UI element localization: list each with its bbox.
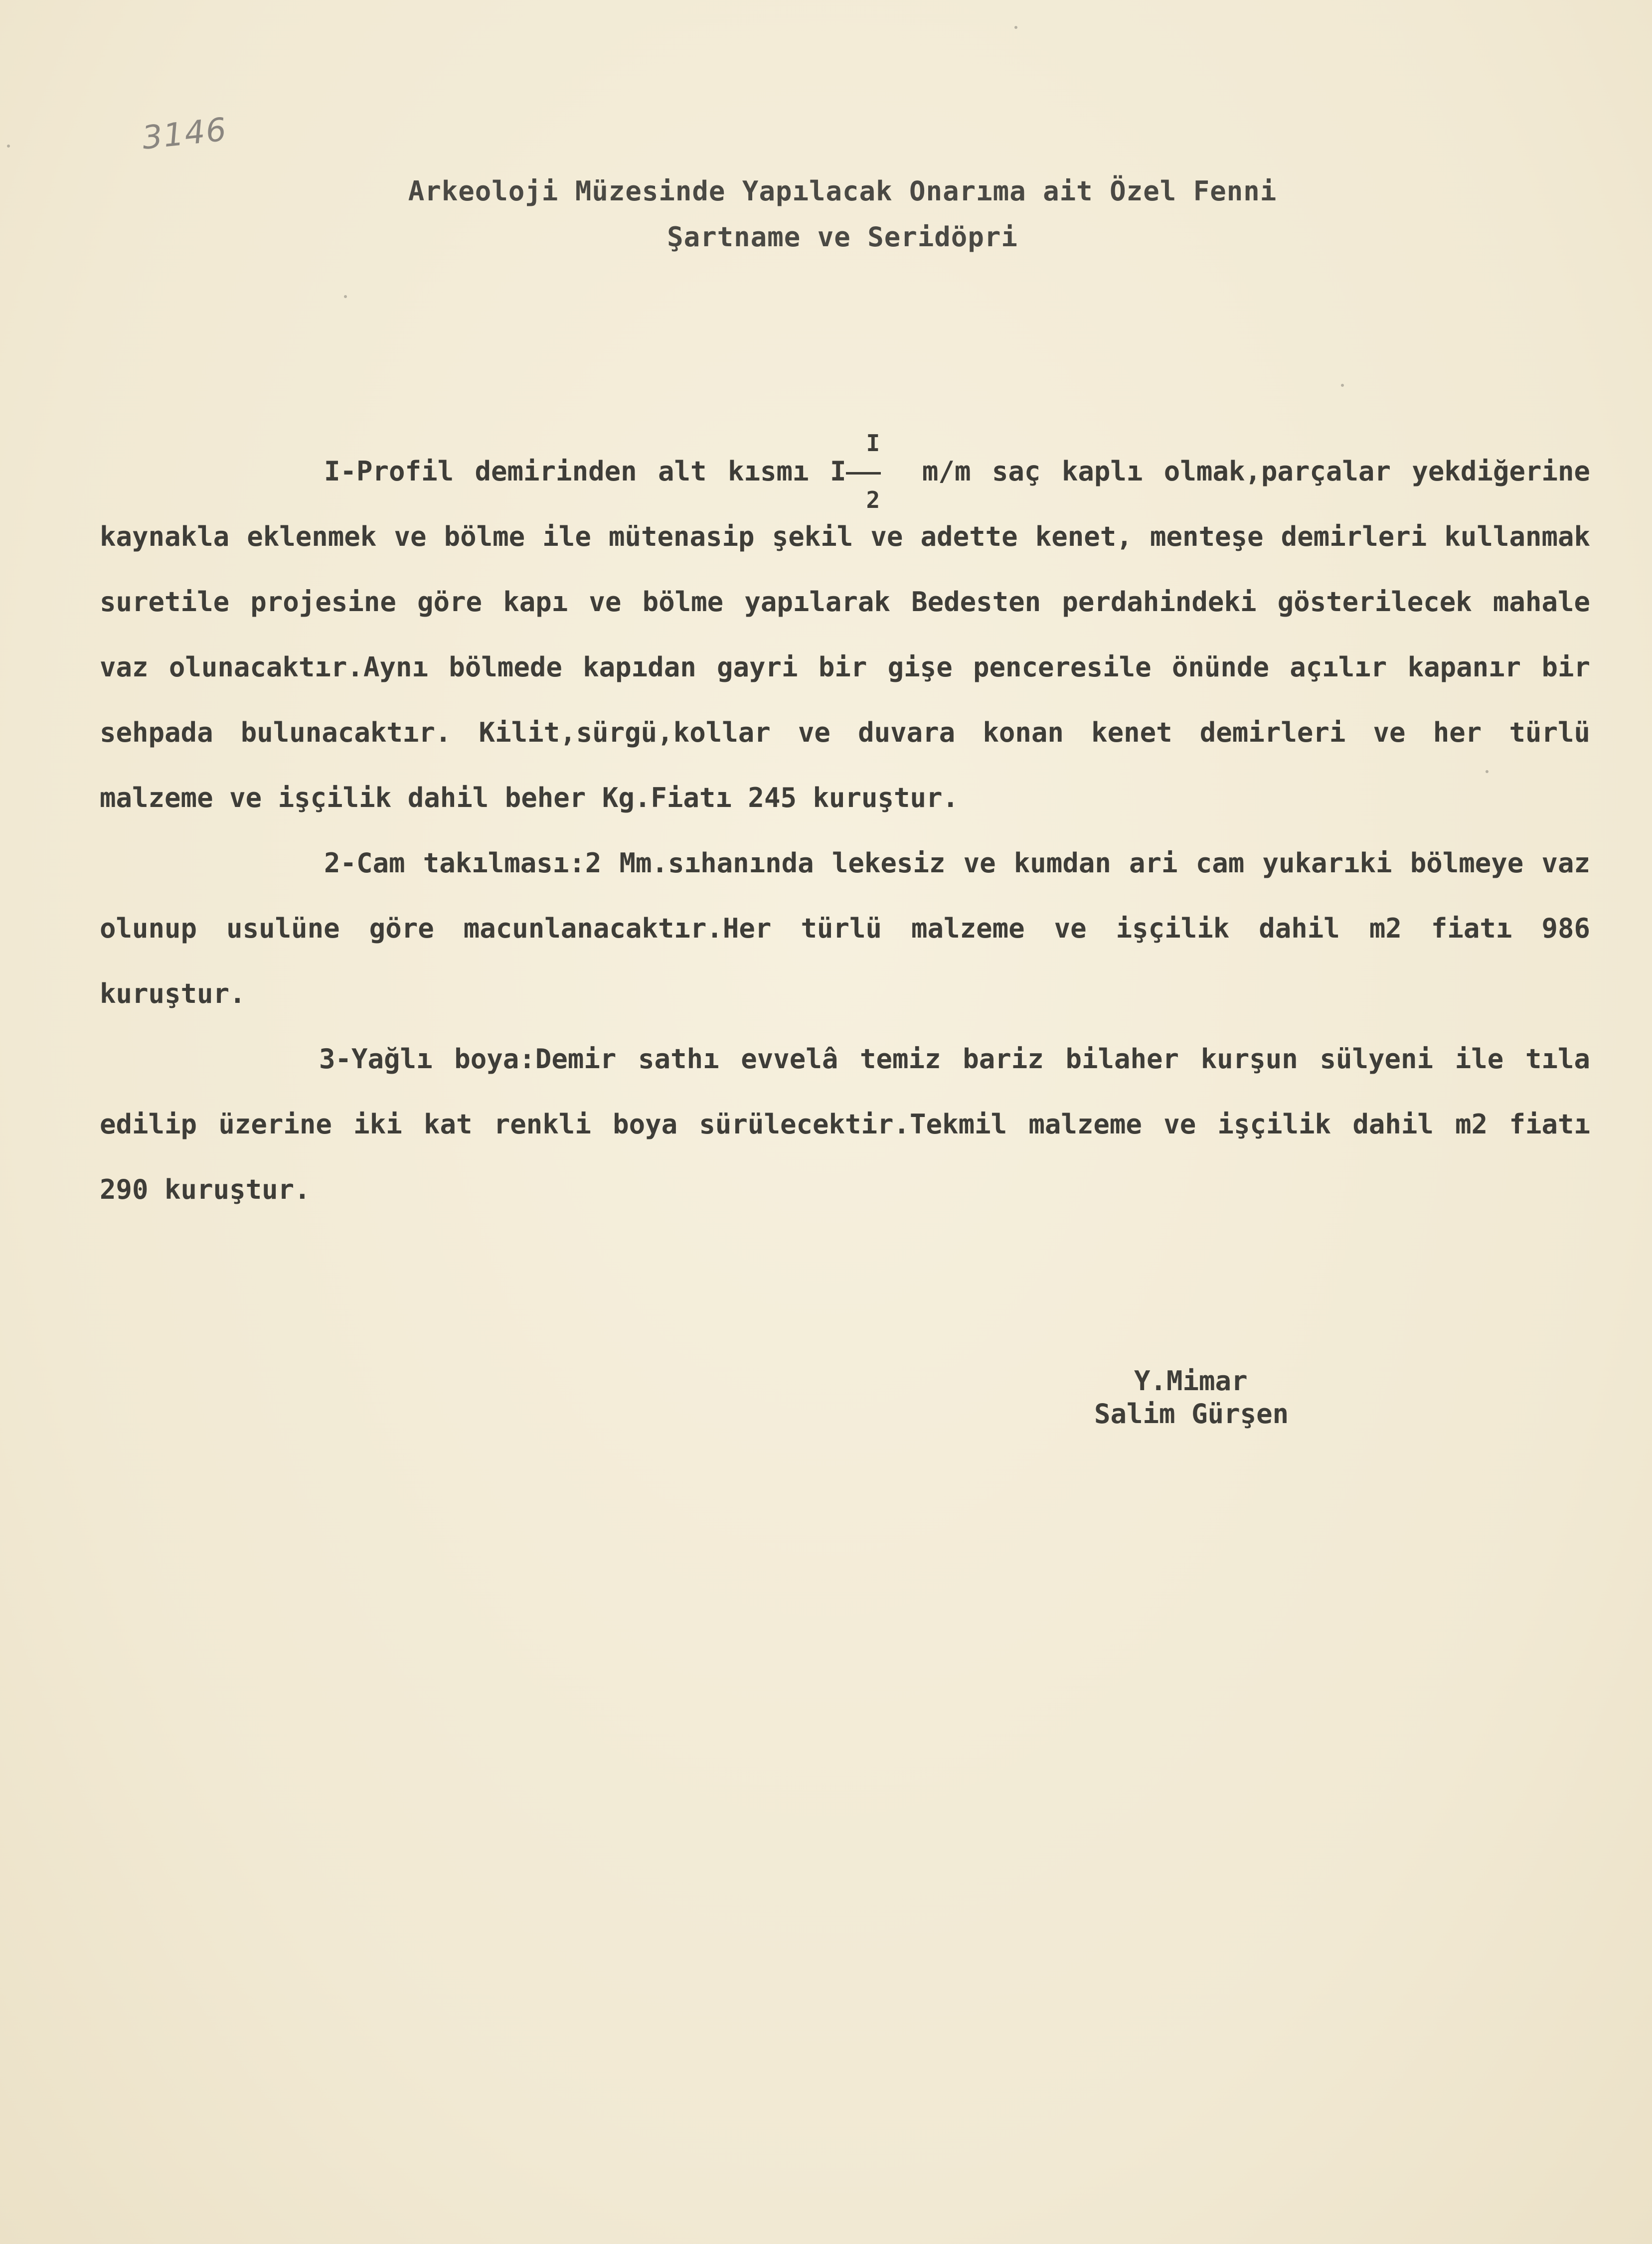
fraction [846, 430, 901, 513]
title-line-1: Arkeoloji Müzesinde Yapılacak Onarıma ait Özel Fenni [408, 175, 1277, 207]
document-title [294, 168, 1391, 260]
paper-speck [1014, 26, 1017, 29]
paragraph-3-text: 3-Yağlı boya:Demir sathı evvelâ temiz bariz bilaher kurşun sülyeni ile tıla edilip üzerine iki kat renkli boya sürülecektir.Tekmil malzeme ve işçilik dahil m2 fiatı 290 kuruştur. [100, 1043, 1590, 1205]
paragraph-3 [100, 1026, 1590, 1222]
paragraph-1-rest: m/m saç kaplı olmak,parçalar yekdiğerine kaynakla eklenmek ve bölme ile mütenasip şekil ve adette kenet, menteşe demirleri kullanmak suretile projesine göre kapı ve bölme yapılarak Bedesten perdahindeki gösterilecek mahale vaz olunacaktır.Aynı bölmede kapıdan gayri bir gişe penceresile önünde açılır kapanır bir sehpada bulunacaktır. Kilit,sürgü,kollar ve duvara konan kenet demirleri ve her türlü malzeme ve işçilik dahil beher Kg.Fiatı 245 kuruştur. [100, 456, 1590, 813]
paper-speck [344, 295, 347, 298]
signature-block [1094, 1365, 1289, 1431]
paragraph-1 [100, 430, 1590, 830]
document-body [100, 430, 1590, 1222]
fraction-numerator: I [866, 430, 880, 457]
title-line-2: Şartname ve Seridöpri [667, 221, 1018, 253]
paragraph-2-text: 2-Cam takılması:2 Mm.sıhanında lekesiz ve kumdan ari cam yukarıki bölmeye vaz olunup usulüne göre macunlanacaktır.Her türlü malzeme ve işçilik dahil m2 fiatı 986 kuruştur. [100, 847, 1590, 1009]
paper-speck [7, 145, 10, 148]
signature-name: Salim Gürşen [1094, 1398, 1289, 1430]
fraction-denominator: 2 [866, 486, 880, 513]
paper-speck [1486, 770, 1488, 773]
paper-speck [1341, 384, 1344, 387]
archive-number: 3146 [140, 111, 229, 157]
paragraph-1-start: I-Profil demirinden alt kısmı I [324, 456, 846, 487]
paragraph-2 [100, 830, 1590, 1026]
signature-title: Y.Mimar [1134, 1365, 1248, 1397]
